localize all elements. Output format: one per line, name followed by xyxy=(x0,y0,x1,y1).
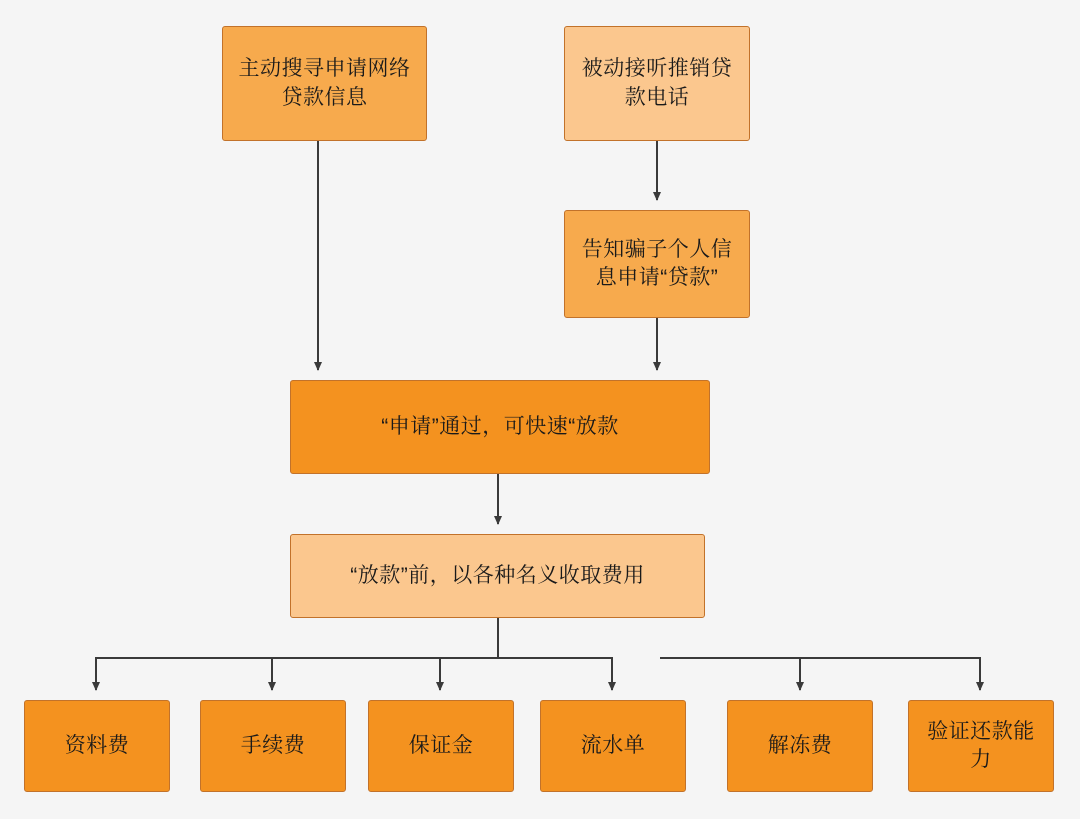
flow-node-label: 流水单 xyxy=(580,733,646,757)
flow-edge xyxy=(440,618,498,690)
flow-node-label: 告知骗子个人信息申请“贷款” xyxy=(581,237,733,289)
flow-edge xyxy=(498,618,612,690)
flow-edge xyxy=(96,618,498,690)
flow-node-n2[interactable] xyxy=(564,26,750,141)
flow-node-b3[interactable] xyxy=(368,700,514,792)
flow-node-label: “放款”前，以各种名义收取费用 xyxy=(350,563,645,587)
flow-node-label: “申请”通过，可快速“放款 xyxy=(381,414,619,438)
flow-node-label: 验证还款能力 xyxy=(927,719,1035,771)
flow-node-b5[interactable] xyxy=(727,700,873,792)
flow-node-b2[interactable] xyxy=(200,700,346,792)
flow-node-n5[interactable] xyxy=(290,534,705,618)
flow-node-label: 资料费 xyxy=(64,733,130,757)
flow-node-b1[interactable] xyxy=(24,700,170,792)
flow-node-label: 解冻费 xyxy=(767,733,833,757)
flow-node-label: 保证金 xyxy=(408,733,474,757)
flow-node-label: 主动搜寻申请网络贷款信息 xyxy=(238,57,411,109)
flow-edge xyxy=(660,658,980,690)
flow-node-n1[interactable] xyxy=(222,26,427,141)
flow-edge xyxy=(660,658,800,690)
flow-node-n4[interactable] xyxy=(290,380,710,474)
flow-node-b4[interactable] xyxy=(540,700,686,792)
flow-edge xyxy=(272,618,498,690)
flow-node-label: 手续费 xyxy=(240,733,306,757)
flow-node-n3[interactable] xyxy=(564,210,750,318)
flow-node-b6[interactable] xyxy=(908,700,1054,792)
flow-node-label: 被动接听推销贷款电话 xyxy=(581,57,733,109)
